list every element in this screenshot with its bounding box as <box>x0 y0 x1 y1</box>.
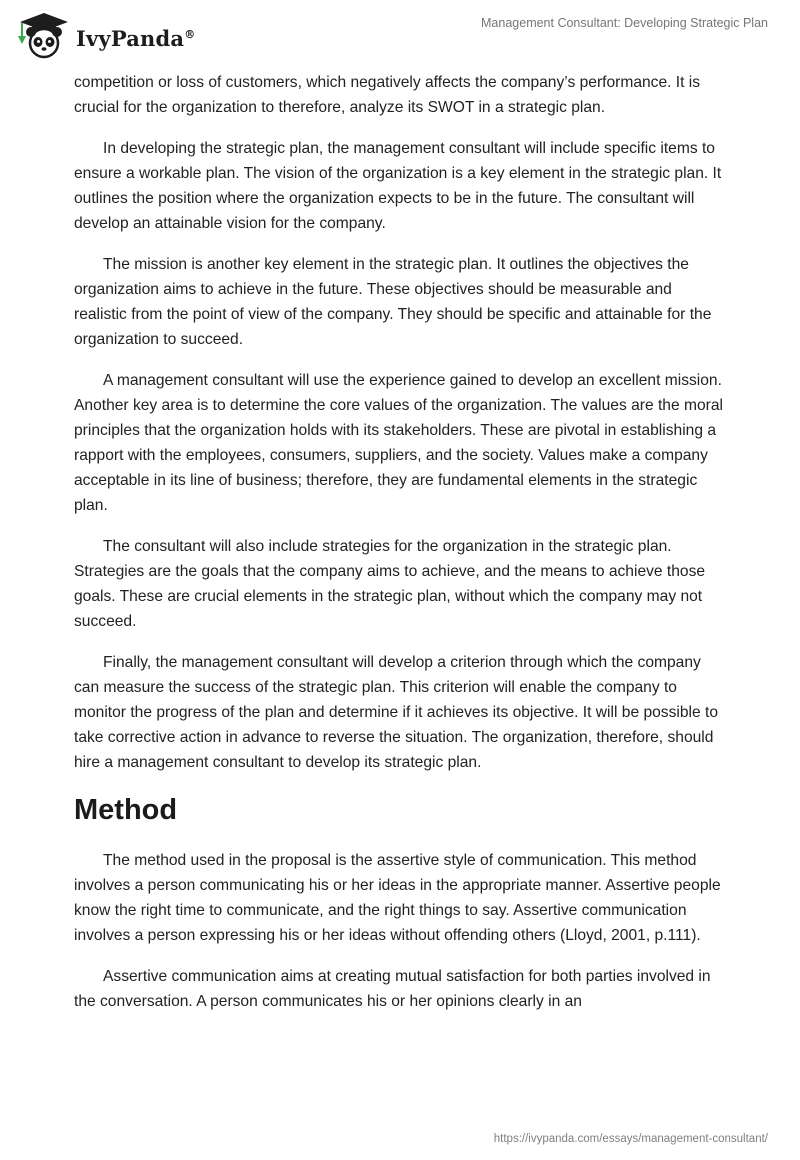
paragraph: The method used in the proposal is the assertive style of communication. This method involves a person communicating his or her ideas in the appropriate manner. Assertive people know the right time to communicate, and the right things to say. Assertive communication involves a person expressing his or her ideas without offending others (Lloyd, 2001, p.111). <box>74 852 721 944</box>
essay-body <box>74 70 724 1014</box>
paragraph: The consultant will also include strategies for the organization in the strategic plan. Strategies are the goals that the company aims to achieve, and the means to achieve those goals. These are crucial elements in the strategic plan, without which the company may not succeed. <box>74 538 706 630</box>
document-title: Management Consultant: Developing Strategic Plan <box>481 16 768 30</box>
panda-graduate-icon <box>14 10 70 60</box>
brand-name: IvyPanda® <box>76 25 196 51</box>
paragraph: The mission is another key element in the strategic plan. It outlines the objectives the organization aims to achieve in the future. These objectives should be measurable and realistic from the point of view of the company. They should be specific and attainable for the organization to succeed. <box>74 256 712 348</box>
paragraph: competition or loss of customers, which negatively affects the company’s performance. It is crucial for the organization to therefore, analyze its SWOT in a strategic plan. <box>74 74 701 116</box>
paragraph: Assertive communication aims at creating mutual satisfaction for both parties involved in the conversation. A person communicates his or her opinions clearly in an <box>74 968 711 1010</box>
ivypanda-logo[interactable] <box>14 10 195 60</box>
source-url[interactable]: https://ivypanda.com/essays/management-consultant/ <box>493 1133 768 1145</box>
page-header <box>0 0 800 70</box>
section-heading-method: Method <box>74 794 178 826</box>
paragraph: In developing the strategic plan, the management consultant will include specific items to ensure a workable plan. The vision of the organization is a key element in the strategic plan. It outlines the position where the organization expects to be in the future. The consultant will develop an attainable vision for the company. <box>74 140 722 232</box>
paragraph: A management consultant will use the experience gained to develop an excellent mission. Another key area is to determine the core values of the organization. The values are the moral principles that the organization holds with its stakeholders. These are pivotal in establishing a rapport with the employees, consumers, suppliers, and the society. Values make a company acceptable in its line of business; therefore, they are fundamental elements in the strategic plan. <box>74 372 723 514</box>
paragraph: Finally, the management consultant will develop a criterion through which the company can measure the success of the strategic plan. This criterion will enable the company to monitor the progress of the plan and determine if it achieves its objective. It will be possible to take corrective action in advance to reverse the situation. The organization, therefore, should hire a management consultant to develop its strategic plan. <box>74 654 719 771</box>
registered-mark: ® <box>184 27 196 41</box>
